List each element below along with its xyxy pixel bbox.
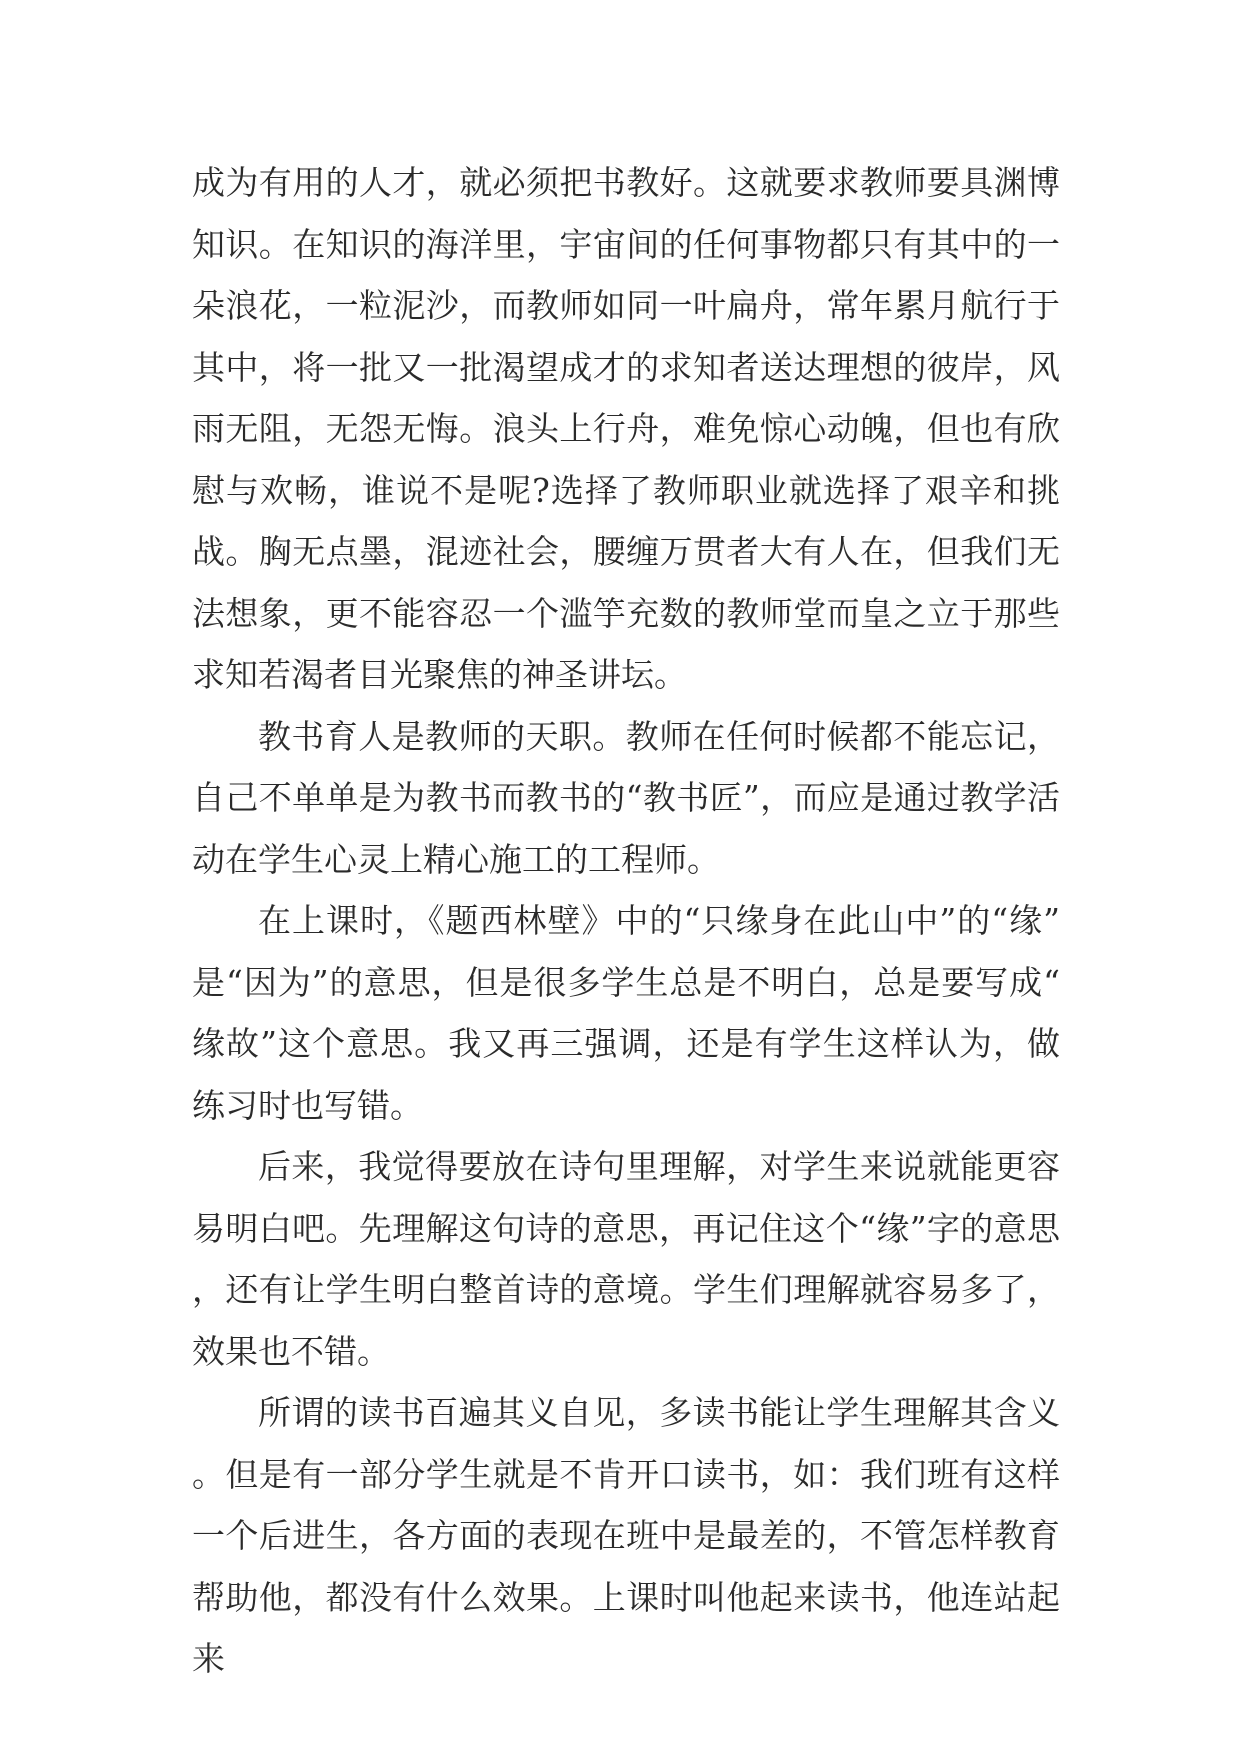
paragraph-2: 教书育人是教师的天职。教师在任何时候都不能忘记，自己不单单是为教书而教书的“教书匠”，而应是通过教学活动在学生心灵上精心施工的工程师。 — [192, 716, 1060, 879]
paragraph-3: 在上课时，《题西林壁》中的“只缘身在此山中”的“缘”是“因为”的意思，但是很多学生总是不明白，总是要写成“缘故”这个意思。我又再三强调，还是有学生这样认为，做练习时也写错。 — [192, 901, 1060, 1125]
document-page — [192, 152, 1060, 1690]
paragraph-5: 所谓的读书百遍其义自见，多读书能让学生理解其含义。但是有一部分学生就是不肯开口读书，如：我们班有这样一个后进生，各方面的表现在班中是最差的，不管怎样教育帮助他，都没有什么效果。上课时叫他起来读书，他连站起来 — [192, 1393, 1060, 1678]
paragraph-1: 成为有用的人才，就必须把书教好。这就要求教师要具渊博知识。在知识的海洋里，宇宙间的任何事物都只有其中的一朵浪花，一粒泥沙，而教师如同一叶扁舟，常年累月航行于其中，将一批又一批渴望成才的求知者送达理想的彼岸，风雨无阻，无怨无悔。浪头上行舟，难免惊心动魄，但也有欣慰与欢畅，谁说不是呢?选择了教师职业就选择了艰辛和挑战。胸无点墨，混迹社会，腰缠万贯者大有人在，但我们无法想象，更不能容忍一个滥竽充数的教师堂而皇之立于那些求知若渴者目光聚焦的神圣讲坛。 — [192, 163, 1060, 694]
paragraph-4: 后来，我觉得要放在诗句里理解，对学生来说就能更容易明白吧。先理解这句诗的意思，再记住这个“缘”字的意思，还有让学生明白整首诗的意境。学生们理解就容易多了，效果也不错。 — [192, 1147, 1060, 1371]
